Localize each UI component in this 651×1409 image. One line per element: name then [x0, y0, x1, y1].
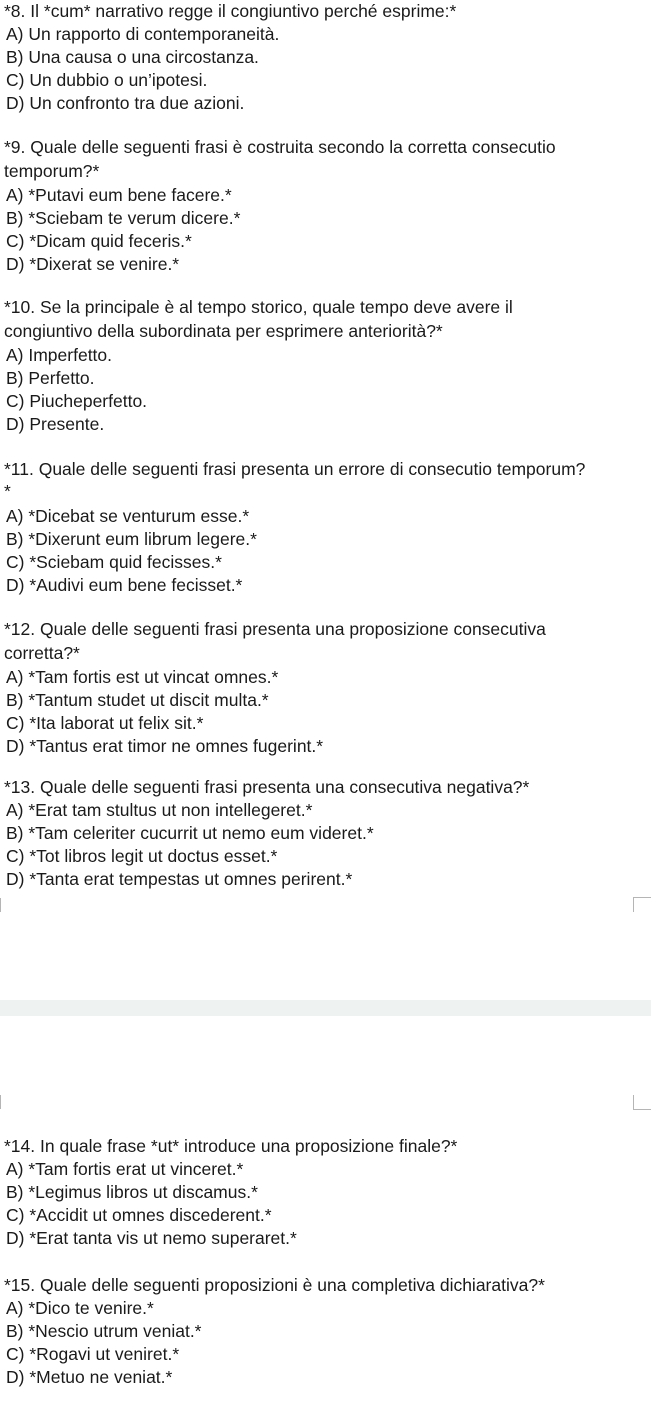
- option-b: B) *Tam celeriter cucurrit ut nemo eum videret.*: [6, 823, 374, 843]
- option-d: D) *Erat tanta vis ut nemo superaret.*: [6, 1228, 297, 1248]
- option-a: A) *Dico te venire.*: [6, 1298, 154, 1318]
- question-text: *12. Quale delle seguenti frasi presenta una proposizione consecutiva: [4, 619, 546, 639]
- option-d: D) Un confronto tra due azioni.: [6, 93, 245, 113]
- option-b: B) *Nescio utrum veniat.*: [6, 1321, 202, 1341]
- page-margin-mark-left: [0, 898, 1, 912]
- option-b: B) *Tantum studet ut discit multa.*: [6, 690, 269, 710]
- option-a: A) *Tam fortis est ut vincat omnes.*: [6, 667, 279, 687]
- question-text-cont: temporum?*: [4, 161, 100, 181]
- option-b: B) Una causa o una circostanza.: [6, 47, 259, 67]
- option-c: C) *Accidit ut omnes discederent.*: [6, 1205, 272, 1225]
- option-a: A) *Tam fortis erat ut vinceret.*: [6, 1159, 244, 1179]
- option-c: C) Piucheperfetto.: [6, 391, 148, 411]
- question-text: *11. Quale delle seguenti frasi presenta un errore di consecutio temporum?: [4, 459, 586, 479]
- option-c: C) *Sciebam quid fecisses.*: [6, 552, 222, 572]
- page-corner-mark-top-right: [633, 897, 651, 912]
- option-c: C) *Rogavi ut veniret.*: [6, 1344, 180, 1364]
- option-d: D) *Audivi eum bene fecisset.*: [6, 575, 243, 595]
- option-d: D) *Metuo ne veniat.*: [6, 1367, 173, 1387]
- option-c: C) Un dubbio o un’ipotesi.: [6, 70, 208, 90]
- page-corner-mark-bottom-right: [633, 1095, 651, 1110]
- question-text: *13. Quale delle seguenti frasi presenta una consecutiva negativa?*: [4, 777, 530, 797]
- option-d: D) *Dixerat se venire.*: [6, 254, 180, 274]
- question-text-cont: *: [4, 481, 11, 501]
- option-c: C) *Dicam quid feceris.*: [6, 231, 192, 251]
- page-margin-mark-left: [0, 1095, 1, 1109]
- option-d: D) *Tanta erat tempestas ut omnes perirent.*: [6, 869, 353, 889]
- option-c: C) *Ita laborat ut felix sit.*: [6, 713, 204, 733]
- option-c: C) *Tot libros legit ut doctus esset.*: [6, 846, 278, 866]
- option-a: A) Imperfetto.: [6, 345, 113, 365]
- question-text: *14. In quale frase *ut* introduce una proposizione finale?*: [4, 1136, 458, 1156]
- option-a: A) *Erat tam stultus ut non intellegeret.*: [6, 800, 313, 820]
- question-text: *15. Quale delle seguenti proposizioni è una completiva dichiarativa?*: [4, 1275, 545, 1295]
- option-b: B) Perfetto.: [6, 368, 95, 388]
- option-a: A) Un rapporto di contemporaneità.: [6, 24, 280, 44]
- question-text-cont: corretta?*: [4, 643, 80, 663]
- option-d: D) Presente.: [6, 414, 105, 434]
- option-b: B) *Legimus libros ut discamus.*: [6, 1182, 258, 1202]
- option-b: B) *Dixerunt eum librum legere.*: [6, 529, 257, 549]
- question-text: *9. Quale delle seguenti frasi è costruita secondo la corretta consecutio: [4, 137, 556, 157]
- option-a: A) *Putavi eum bene facere.*: [6, 185, 232, 205]
- question-text: *10. Se la principale è al tempo storico, quale tempo deve avere il: [4, 297, 513, 317]
- page-break-divider: [0, 1000, 651, 1016]
- option-b: B) *Sciebam te verum dicere.*: [6, 208, 241, 228]
- option-d: D) *Tantus erat timor ne omnes fugerint.*: [6, 736, 324, 756]
- question-text-cont: congiuntivo della subordinata per esprimere anteriorità?*: [4, 321, 443, 341]
- option-a: A) *Dicebat se venturum esse.*: [6, 506, 250, 526]
- question-text: *8. Il *cum* narrativo regge il congiuntivo perché esprime:*: [4, 1, 457, 21]
